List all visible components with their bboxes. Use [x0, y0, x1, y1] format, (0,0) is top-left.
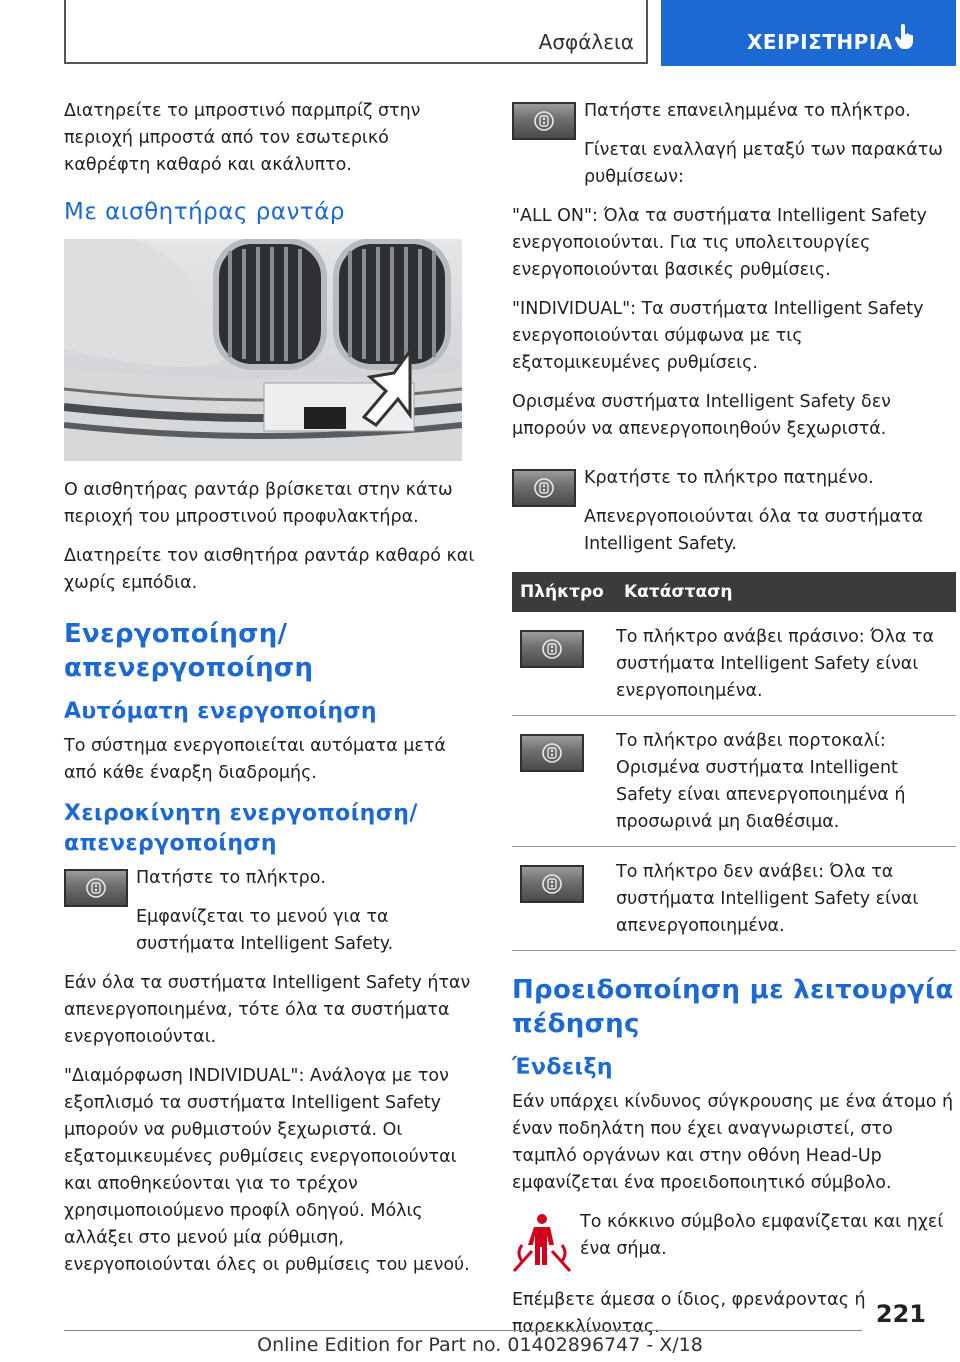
table-row-text: Το πλήκτρο ανάβει πράσινο: Όλα τα συστήματα Intelligent Safety είναι ενεργοποιημένα.	[616, 627, 935, 701]
intervene-paragraph: Επέμβετε άμεσα ο ίδιος, φρενάροντας ή παρεκκλίνοντας.	[512, 1290, 866, 1337]
some-systems-paragraph: Ορισμένα συστήματα Intelligent Safety δεν μπορούν να απενεργοποιηθούν ξεχωριστά.	[512, 392, 891, 439]
table-row	[512, 612, 956, 716]
toggle-paragraph: Γίνεται εναλλαγή μεταξύ των παρακάτω ρυθμίσεων:	[584, 140, 943, 187]
indication-heading: Ένδειξη	[512, 1055, 613, 1080]
edition-footer: Online Edition for Part no. 01402896747 - X/18	[257, 1334, 703, 1356]
brake-warning-heading: Προειδοποίηση με λειτουργία πέδησης	[512, 975, 954, 1039]
auto-activation-heading: Αυτόματη ενεργοποίηση	[64, 699, 377, 724]
red-symbol-row	[512, 1209, 956, 1279]
header-chapter-box	[661, 0, 956, 66]
activation-heading: Ενεργοποίηση/απενεργοποίηση	[64, 619, 314, 683]
hand-pointer-icon	[893, 24, 917, 54]
table-header-key: Πλήκτρο	[512, 572, 616, 612]
table-row-text: Το πλήκτρο δεν ανάβει: Όλα τα συστήματα Intelligent Safety είναι απενεργοποιημένα.	[616, 862, 919, 936]
table-header-state: Κατάσταση	[616, 572, 956, 612]
auto-activation-paragraph: Το σύστημα ενεργοποιείται αυτόματα μετά από κάθε έναρξη διαδρομής.	[64, 736, 446, 783]
table-row	[512, 716, 956, 847]
intelligent-safety-button-icon	[520, 734, 584, 772]
radar-clean-paragraph: Διατηρείτε τον αισθητήρα ραντάρ καθαρό και χωρίς εμπόδια.	[64, 546, 475, 593]
red-symbol-paragraph: Το κόκκινο σύμβολο εμφανίζεται και ηχεί ένα σήμα.	[580, 1212, 944, 1259]
press-repeat-row	[512, 98, 956, 191]
table-row	[512, 847, 956, 951]
press-button-paragraph: Πατήστε το πλήκτρο.	[136, 868, 326, 888]
table-cell-icon	[512, 612, 616, 716]
pedestrian-warning-icon	[512, 1211, 572, 1277]
right-column	[512, 98, 956, 1353]
hold-button-row	[512, 465, 956, 558]
press-repeat-paragraph: Πατήστε επανειλημμένα το πλήκτρο.	[584, 101, 911, 121]
radar-location-paragraph: Ο αισθητήρας ραντάρ βρίσκεται στην κάτω περιοχή του μπροστινού προφυλακτήρα.	[64, 480, 453, 527]
radar-sensor-photo	[64, 239, 462, 461]
deactivate-paragraph: Απενεργοποιούνται όλα τα συστήματα Intelligent Safety.	[584, 507, 924, 554]
indication-paragraph: Εάν υπάρχει κίνδυνος σύγκρουσης με ένα άτομο ή έναν ποδηλάτη που έχει αναγνωριστεί, στο ταμπλό οργάνων και στην οθόνη Head-Up εμφανίζεται ένα προειδοποιητικό σύμβολο.	[512, 1092, 954, 1193]
all-off-paragraph: Εάν όλα τα συστήματα Intelligent Safety ήταν απενεργοποιημένα, τότε όλα τα συστήματα ενεργοποιούνται.	[64, 973, 471, 1047]
table-cell-icon	[512, 716, 616, 847]
table-cell-text	[616, 847, 956, 951]
intelligent-safety-button-icon	[520, 630, 584, 668]
table-cell-text	[616, 716, 956, 847]
radar-heading: Με αισθητήρας ραντάρ	[64, 199, 345, 225]
all-on-paragraph: "ALL ON": Όλα τα συστήματα Intelligent Safety ενεργοποιούνται. Για τις υπολειτουργίες ενεργοποιούνται βασικές ρυθμίσεις.	[512, 206, 927, 280]
windshield-paragraph: Διατηρείτε το μπροστινό παρμπρίζ στην περιοχή μπροστά από τον εσωτερικό καθρέφτη καθαρό και ακάλυπτο.	[64, 101, 421, 175]
individual-config-paragraph: "Διαμόρφωση INDIVIDUAL": Ανάλογα με τον εξοπλισμό τα συστήματα Intelligent Safety μπορούν να ρυθμιστούν ξεχωριστά. Οι εξατομικευμένες ρυθμίσεις ενεργοποιούνται και αποθηκεύονται για το τρέχον χρησιμοποιούμενο προφίλ οδηγού. Μόλις αλλάξει στο μενού μία ρύθμιση, ενεργοποιούνται όλες οι ρυθμίσεις του μενού.	[64, 1066, 470, 1275]
section-title: Ασφάλεια	[538, 30, 634, 54]
intelligent-safety-button-icon	[64, 869, 128, 907]
button-status-table	[512, 572, 956, 951]
table-row-text: Το πλήκτρο ανάβει πορτοκαλί: Ορισμένα συστήματα Intelligent Safety είναι απενεργοποιημένα ή προσωρινά μη διαθέσιμα.	[616, 731, 906, 832]
individual-paragraph: "INDIVIDUAL": Τα συστήματα Intelligent Safety ενεργοποιούνται σύμφωνα με τις εξατομικευμένες ρυθμίσεις.	[512, 299, 924, 373]
left-column	[64, 98, 480, 1291]
page-number: 221	[875, 1300, 926, 1328]
manual-activation-heading: Χειροκίνητη ενεργοποίηση/ απενεργοποίηση	[64, 801, 418, 856]
table-cell-icon	[512, 847, 616, 951]
chapter-title: ΧΕΙΡΙΣΤΗΡΙΑ	[747, 30, 893, 54]
intelligent-safety-button-icon	[512, 469, 576, 507]
hold-button-paragraph: Κρατήστε το πλήκτρο πατημένο.	[584, 468, 874, 488]
footer-divider	[64, 1330, 862, 1331]
intelligent-safety-button-icon	[520, 865, 584, 903]
table-cell-text	[616, 612, 956, 716]
menu-appears-paragraph: Εμφανίζεται το μενού για τα συστήματα Intelligent Safety.	[136, 907, 394, 954]
header-section-box	[64, 0, 648, 64]
table-header-row	[512, 572, 956, 612]
press-button-row	[64, 865, 480, 958]
intelligent-safety-button-icon	[512, 102, 576, 140]
